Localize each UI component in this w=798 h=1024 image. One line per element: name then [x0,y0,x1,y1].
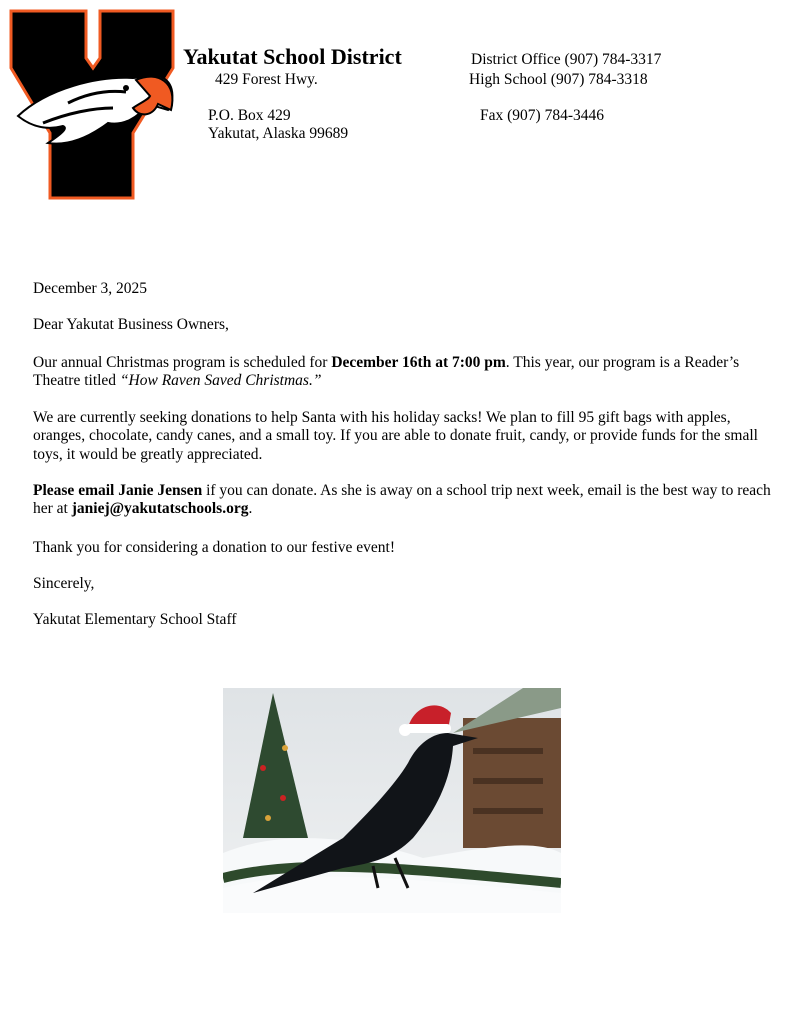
po-box: P.O. Box 429 [208,107,291,124]
paragraph-donations: We are currently seeking donations to help Santa with his holiday sacks! We plan to fill 95 gift bags with apples, oranges, chocolate, candy canes, and a small toy. If you are able to donate fruit, candy, or provide funds for the small toys, it would be greatly appreciated. [33,409,758,463]
fax-number: Fax (907) 784-3446 [480,107,604,124]
city-state-zip: Yakutat, Alaska 99689 [208,125,349,142]
greeting: Dear Yakutat Business Owners, [33,316,229,333]
yakutat-logo [8,8,178,203]
district-office-phone: District Office (907) 784-3317 [471,51,662,68]
signature: Yakutat Elementary School Staff [33,611,237,628]
letter-date: December 3, 2025 [33,280,148,297]
high-school-phone: High School (907) 784-3318 [469,71,648,88]
paragraph-contact: Please email Janie Jensen if you can donate. As she is away on a school trip next week, email is the best way to reach her at janiej@yakutatschools.org. [33,482,771,518]
paragraph-program: Our annual Christmas program is scheduled for December 16th at 7:00 pm. This year, our program is a Reader’s Theatre titled “How Raven Saved Christmas.” [33,354,740,390]
thank-you: Thank you for considering a donation to our festive event! [33,539,395,556]
raven-christmas-image [223,688,561,913]
district-name: Yakutat School District [183,44,402,69]
closing: Sincerely, [33,575,95,592]
contact-email: janiej@yakutatschools.org [71,500,249,518]
street-address: 429 Forest Hwy. [215,71,318,88]
